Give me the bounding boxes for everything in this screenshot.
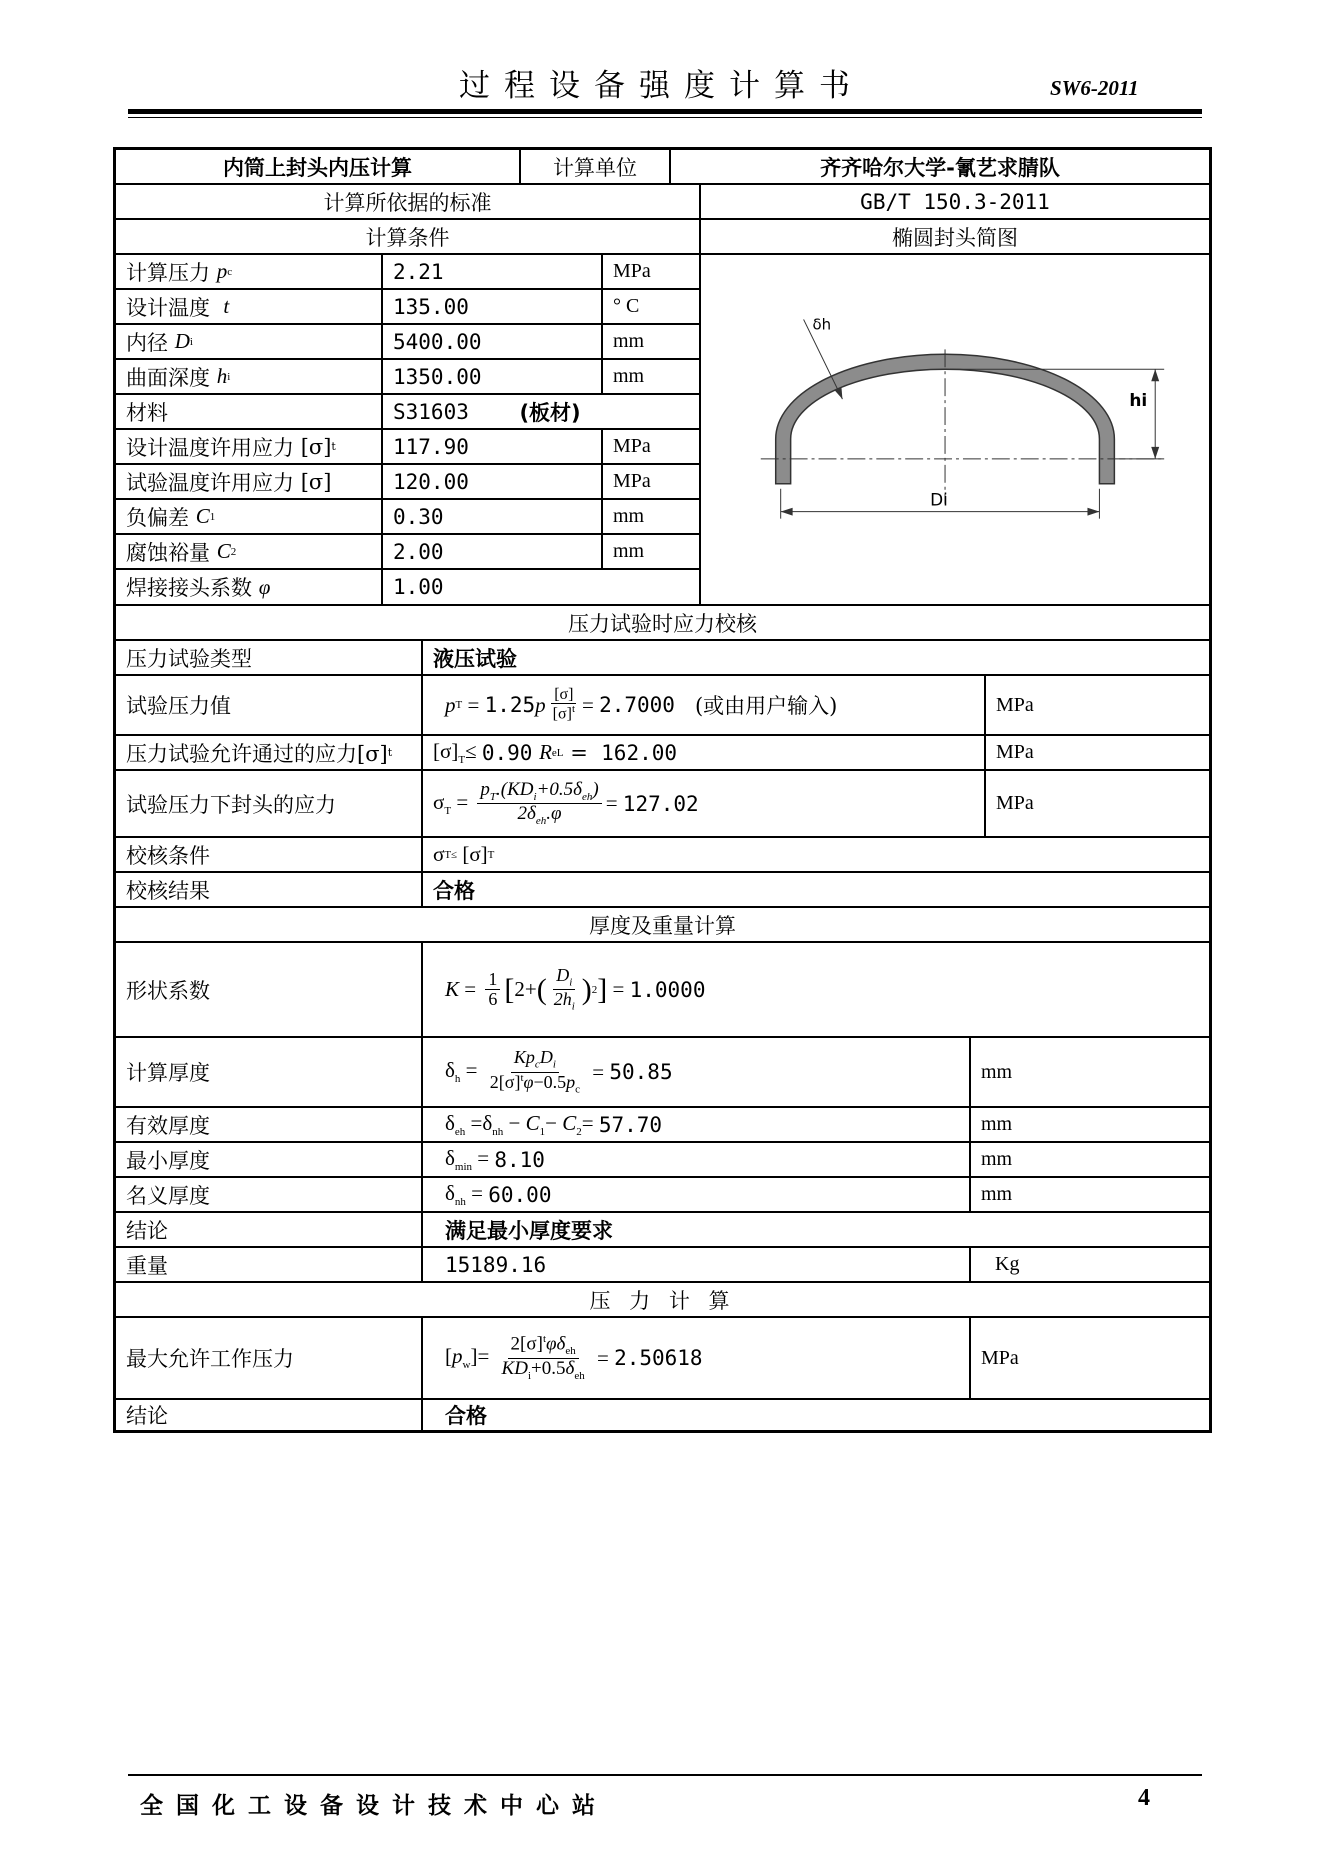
diagram-label: 椭圆封头简图 bbox=[700, 219, 1210, 254]
thickness-conclusion-label: 结论 bbox=[115, 1212, 422, 1247]
cond-unit-hi: mm bbox=[602, 359, 700, 394]
cond-label-pc: 计算压力 p c bbox=[115, 254, 382, 289]
test-pressure-unit: MPa bbox=[985, 675, 1210, 735]
allow-stress-formula: $[\sigma]_T\le$ 0.90 R eL = 162.00 bbox=[422, 735, 985, 770]
cond-unit-sigma: MPa bbox=[602, 464, 700, 499]
min-thickness-value: $\delta_{min}$ = 8.10 bbox=[422, 1142, 970, 1177]
cond-value-pc: 2.21 bbox=[382, 254, 602, 289]
nom-thickness-label: 名义厚度 bbox=[115, 1177, 422, 1212]
eff-thickness-label: 有效厚度 bbox=[115, 1107, 422, 1142]
cond-label-t: 设计温度 t bbox=[115, 289, 382, 324]
standard-value: GB/T 150.3-2011 bbox=[700, 184, 1210, 219]
check-condition-label: 校核条件 bbox=[115, 837, 422, 872]
unit-label: 计算单位 bbox=[520, 149, 670, 184]
header-rule bbox=[128, 109, 1202, 114]
calc-title: 内筒上封头内压计算 bbox=[115, 149, 520, 184]
head-sketch bbox=[701, 254, 1209, 605]
calc-thickness-formula: $\delta_h$ = $\frac{Kp_cD_i}{2[\sigma]^t\varphi-0.5p_c}$ = 50.85 bbox=[422, 1037, 970, 1107]
weight-label: 重量 bbox=[115, 1247, 422, 1282]
document-title: 过程设备强度计算书 bbox=[459, 68, 864, 104]
delta-h-label: δh bbox=[812, 315, 832, 334]
min-thickness-unit: mm bbox=[970, 1142, 1210, 1177]
eff-thickness-unit: mm bbox=[970, 1107, 1210, 1142]
cond-label-c1: 负偏差 C 1 bbox=[115, 499, 382, 534]
section-thickness: 厚度及重量计算 bbox=[115, 907, 1210, 942]
section-pressure-test: 压力试验时应力校核 bbox=[115, 605, 1210, 640]
cond-value-sigma-t: 117.90 bbox=[382, 429, 602, 464]
cond-label-c2: 腐蚀裕量 C 2 bbox=[115, 534, 382, 569]
weight-unit: Kg bbox=[970, 1247, 1210, 1282]
check-condition-value: σ T≤ [σ] T bbox=[422, 837, 1210, 872]
cond-unit-di: mm bbox=[602, 324, 700, 359]
eff-thickness-formula: $\delta_{eh} =\delta_{nh} - C_1- C_2=$ 57.70 bbox=[422, 1107, 970, 1142]
test-stress-formula: $\sigma_T$ = $\frac{p_T.(KD_i+0.5\delta_{eh})}{2\delta_{eh}.\varphi}$ = 127.02 bbox=[422, 770, 985, 837]
standard-label: 计算所依据的标准 bbox=[115, 184, 700, 219]
test-pressure-formula: p T = 1.25 p $\frac{[\sigma]}{[\sigma]^t}$ = 2.7000 (或由用户输入) bbox=[422, 675, 985, 735]
cond-unit-sigma-t: MPa bbox=[602, 429, 700, 464]
cond-label-phi: 焊接接头系数 φ bbox=[115, 569, 382, 605]
test-stress-unit: MPa bbox=[985, 770, 1210, 837]
ellipsoidal-head-diagram bbox=[700, 254, 1210, 605]
cond-value-t: 135.00 bbox=[382, 289, 602, 324]
test-pressure-label: 试验压力值 bbox=[115, 675, 422, 735]
material-label: 材料 bbox=[115, 394, 382, 429]
cond-label-hi: 曲面深度 h i bbox=[115, 359, 382, 394]
section-pressure-calc: 压 力 计 算 bbox=[115, 1282, 1210, 1317]
cond-unit-c2: mm bbox=[602, 534, 700, 569]
footer-org: 全国化工设备设计技术中心站 bbox=[140, 1793, 608, 1819]
test-type-label: 压力试验类型 bbox=[115, 640, 422, 675]
mawp-unit: MPa bbox=[970, 1317, 1210, 1399]
shape-factor-formula: K = $\frac{1}{6}$ [ 2+ ( $\frac{D_i}{2h_i}$ ) 2 ] = 1.0000 bbox=[422, 942, 1210, 1037]
test-stress-label: 试验压力下封头的应力 bbox=[115, 770, 422, 837]
cond-value-sigma: 120.00 bbox=[382, 464, 602, 499]
header-rule-thin bbox=[128, 117, 1202, 118]
cond-unit-t: ° C bbox=[602, 289, 700, 324]
nom-thickness-value: $\delta_{nh}$ = 60.00 bbox=[422, 1177, 970, 1212]
test-type-value: 液压试验 bbox=[422, 640, 1210, 675]
calc-thickness-label: 计算厚度 bbox=[115, 1037, 422, 1107]
cond-value-c1: 0.30 bbox=[382, 499, 602, 534]
thickness-conclusion-value: 满足最小厚度要求 bbox=[422, 1212, 1210, 1247]
hi-label: hi bbox=[1129, 390, 1148, 411]
min-thickness-label: 最小厚度 bbox=[115, 1142, 422, 1177]
hi-arrow-bottom bbox=[1151, 447, 1159, 459]
conditions-label: 计算条件 bbox=[115, 219, 700, 254]
check-result-value: 合格 bbox=[422, 872, 1210, 907]
material-value: S31603 (板材) bbox=[382, 394, 700, 429]
weight-value: 15189.16 bbox=[422, 1247, 970, 1282]
cond-value-di: 5400.00 bbox=[382, 324, 602, 359]
unit-value: 齐齐哈尔大学-氰艺求腈队 bbox=[670, 149, 1210, 184]
final-conclusion-value: 合格 bbox=[422, 1399, 1210, 1431]
hi-arrow-top bbox=[1151, 369, 1159, 381]
mawp-label: 最大允许工作压力 bbox=[115, 1317, 422, 1399]
software-code: SW6-2011 bbox=[1050, 76, 1139, 100]
cond-label-di: 内径 D i bbox=[115, 324, 382, 359]
cond-value-c2: 2.00 bbox=[382, 534, 602, 569]
cond-unit-pc: MPa bbox=[602, 254, 700, 289]
allow-stress-label: 压力试验允许通过的应力[σ] t bbox=[115, 735, 422, 770]
di-arrow-right bbox=[1087, 508, 1099, 516]
di-label: Di bbox=[930, 489, 948, 510]
nom-thickness-unit: mm bbox=[970, 1177, 1210, 1212]
page-number: 4 bbox=[1138, 1785, 1150, 1811]
di-arrow-left bbox=[781, 508, 793, 516]
mawp-formula: $[p_w]=$ $\frac{2[\sigma]^t\varphi\delta_{eh}}{KD_i+0.5\delta_{eh}}$ = 2.50618 bbox=[422, 1317, 970, 1399]
calc-thickness-unit: mm bbox=[970, 1037, 1210, 1107]
cond-value-phi: 1.00 bbox=[382, 569, 700, 605]
cond-value-hi: 1350.00 bbox=[382, 359, 602, 394]
cond-unit-c1: mm bbox=[602, 499, 700, 534]
cond-label-sigma-t: 设计温度许用应力 [σ] t bbox=[115, 429, 382, 464]
check-result-label: 校核结果 bbox=[115, 872, 422, 907]
final-conclusion-label: 结论 bbox=[115, 1399, 422, 1431]
footer-rule bbox=[128, 1774, 1202, 1776]
shape-factor-label: 形状系数 bbox=[115, 942, 422, 1037]
allow-stress-unit: MPa bbox=[985, 735, 1210, 770]
cond-label-sigma: 试验温度许用应力 [σ] bbox=[115, 464, 382, 499]
